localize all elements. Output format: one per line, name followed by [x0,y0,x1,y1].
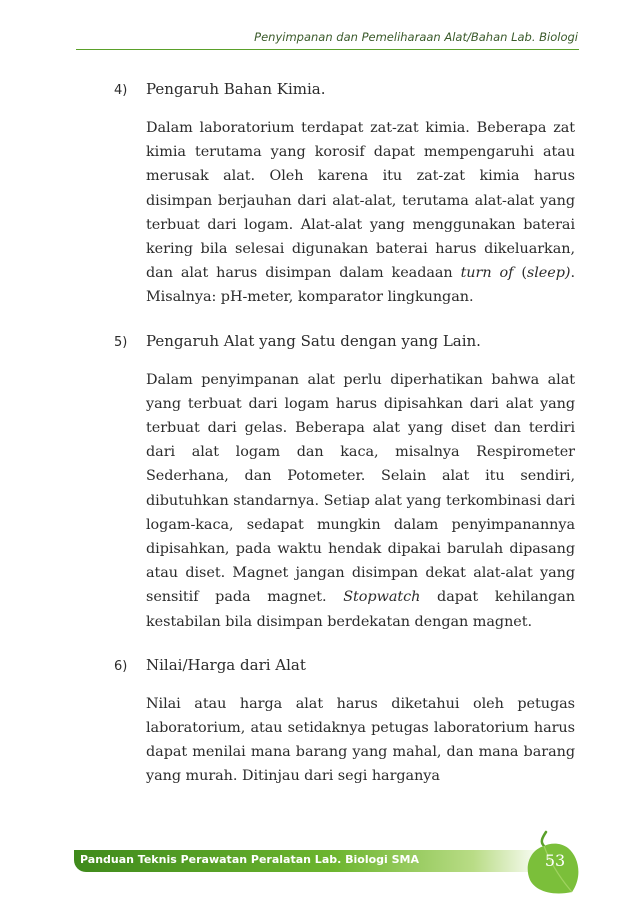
paragraph-text: dapat kehilangan kestabilan bila disimpan berdekatan dengan magnet. [146,589,575,630]
italic-term: sleep) [526,265,571,282]
footer-book-title: Panduan Teknis Perawatan Peralatan Lab. Biologi SMA [80,853,420,866]
section-paragraph: Nilai atau harga alat harus diketahui oleh petugas laboratorium, atau setidaknya petugas laboratorium harus dapat menilai mana barang yang mahal, dan mana barang yang murah. Ditinjau dari segi harganya [146,695,575,785]
section-title: Pengaruh Alat yang Satu dengan yang Lain. [146,331,481,350]
section-6 [114,654,575,789]
section-title: Nilai/Harga dari Alat [146,655,306,674]
running-header: Penyimpanan dan Pemeliharaan Alat/Bahan Lab. Biologi [254,30,578,44]
section-paragraph [146,368,575,634]
paragraph-text: . Misalnya: pH-meter, komparator lingkungan. [146,265,575,306]
section-heading [114,78,575,102]
page-number: 53 [544,851,566,870]
italic-term: Stopwatch [343,589,421,606]
section-heading [114,654,575,678]
section-4 [114,78,575,310]
italic-term: turn of [460,265,514,282]
section-number: 5) [114,334,128,350]
section-heading [114,330,575,354]
paragraph-text: Dalam penyimpanan alat perlu diperhatikan bahwa alat yang terbuat dari logam harus dipisahkan dari alat yang terbuat dari gelas. Beberapa alat yang diset dan terdiri dari alat logam dan kaca, misalnya Respirometer Sederhana, dan Potometer. Selain alat itu sendiri, dibutuhkan standarnya. Setiap alat yang terkombinasi dari logam-kaca, sedapat mungkin dalam penyimpanannya dipisahkan, pada waktu hendak dipakai barulah dipasang atau diset. Magnet jangan disimpan dekat alat-alat yang sensitif pada magnet. [146,371,575,606]
paragraph-text: ( [513,265,527,282]
section-title: Pengaruh Bahan Kimia. [146,80,326,98]
section-5 [114,330,575,634]
section-paragraph [146,116,575,310]
paragraph-text: Dalam laboratorium terdapat zat-zat kimia. Beberapa zat kimia terutama yang korosif dapat mempengaruhi atau merusak alat. Oleh karena itu zat-zat kimia harus disimpan berjauhan dari alat-alat, terutama alat-alat yang terbuat dari logam. Alat-alat yang menggunakan baterai kering bila selesai digunakan baterai harus dikeluarkan, dan alat harus disimpan dalam keadaan [146,120,575,282]
section-number: 4) [114,83,128,98]
page-content [114,78,575,789]
section-number: 6) [114,658,128,674]
header-rule [76,49,579,50]
